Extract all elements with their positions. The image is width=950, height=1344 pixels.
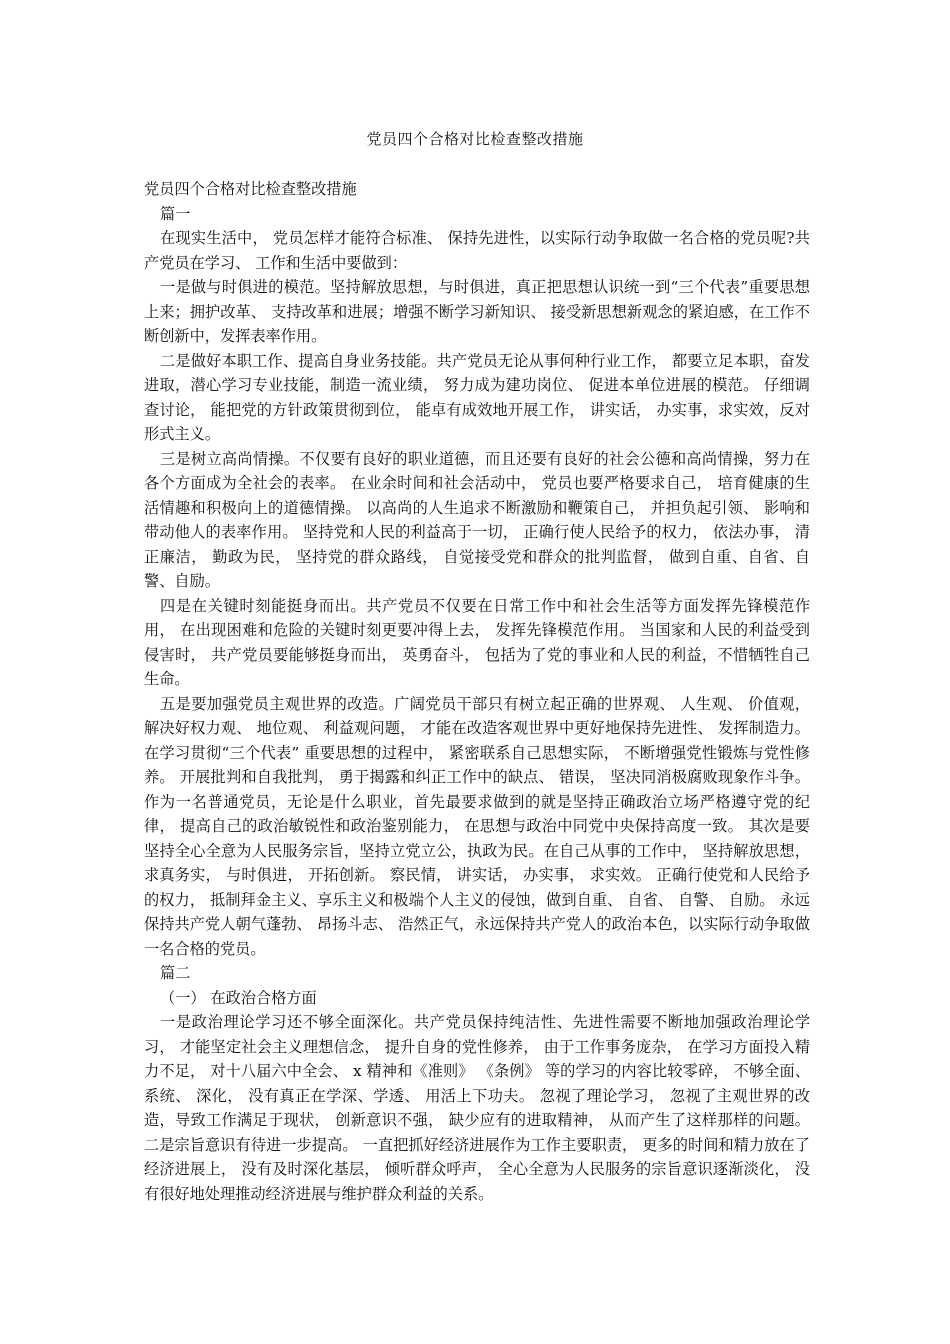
paragraph-point-one: 一是做与时俱进的模范。坚持解放思想，与时俱进，真正把思想认识统一到“三个代表”重要思想上来；拥护改革、 支持改革和进展；增强不断学习新知识、 接受新思想新观念的紧迫感，在工作不断创新中，发挥表率作用。 xyxy=(144,278,810,345)
subsection-heading-political: （一） 在政治合格方面 xyxy=(160,988,317,1007)
paragraph-point-four: 四是在关键时刻能挺身而出。共产党员不仅要在日常工作中和社会生活等方面发挥先锋模范作用， 在出现困难和危险的关键时刻更要冲得上去， 发挥先锋模范作用。 当国家和人民的利益受到侵害时， 共产党员要能够挺身而出， 英勇奋斗， 包括为了党的事业和人民的利益，不惜牺牲自己生命。 xyxy=(144,596,810,688)
paragraph-point-five: 五是要加强党员主观世界的改造。广阔党员干部只有树立起正确的世界观、 人生观、 价值观， 解决好权力观、 地位观、 利益观问题， 才能在改造客观世界中更好地保持先进性、 发挥制造力。在学习贯彻“三个代表” 重要思想的过程中， 紧密联系自己思想实际， 不断增强党性锻炼与党性修养。 开展批判和自我批判， 勇于揭露和纠正工作中的缺点、 错误， 坚决同消极腐败现象作斗争。作为一名普通党员，无论是什么职业，首先最要求做到的就是坚持正确政治立场严格遵守党的纪律， 提高自己的政治敏锐性和政治鉴别能力， 在思想与政治中同党中央保持高度一致。 其次是要坚持全心全意为人民服务宗旨，坚持立党立公，执政为民。在自己从事的工作中， 坚持解放思想， 求真务实， 与时俱进， 开拓创新。 察民情， 讲实话， 办实事， 求实效。 正确行使党和人民给予的权力， 抵制拜金主义、享乐主义和极端个人主义的侵蚀，做到自重、 自省、 自警、 自励。 永远保持共产党人朝气蓬勃、 昂扬斗志、 浩然正气，永远保持共产党人的政治本色，以实际行动争取做一名合格的党员。 xyxy=(144,694,810,958)
paragraph-point-three: 三是树立高尚情操。不仅要有良好的职业道德，而且还要有良好的社会公德和高尚情操，努力在各个方面成为全社会的表率。 在业余时间和社会活动中， 党员也要严格要求自己， 培育健康的生活情趣和积极向上的道德情操。 以高尚的人生追求不断激励和鞭策自己， 并担负起引领、 影响和带动他人的表率作用。 坚持党和人民的利益高于一切， 正确行使人民给予的权力， 依法办事， 清正廉洁， 勤政为民， 坚持党的群众路线， 自觉接受党和群众的批判监督， 做到自重、自省、自警、自励。 xyxy=(144,449,810,590)
section-heading-part-one: 篇一 xyxy=(160,204,191,223)
paragraph-intro: 在现实生活中， 党员怎样才能符合标准、 保持先进性，以实际行动争取做一名合格的党员呢?共产党员在学习、 工作和生活中要做到： xyxy=(144,229,810,272)
section-heading-part-two: 篇二 xyxy=(160,964,191,982)
document-title: 党员四个合格对比检查整改措施 xyxy=(366,130,584,148)
paragraph-political-study: 一是政治理论学习还不够全面深化。共产党员保持纯洁性、先进性需要不断地加强政治理论学习， 才能坚定社会主义理想信念， 提升自身的党性修养， 由于工作事务庞杂， 在学习方面投入精力不足， 对十八届六中全会、 x 精神和《准则》 《条例》 等的学习的内容比较零碎， 不够全面、 系统、 深化， 没有真正在学深、学透、 用活上下功夫。 忽视了理论学习， 忽视了主观世界的改造，导致工作满足于现状， 创新意识不强， 缺少应有的进取精神， 从而产生了这样那样的问题。 二是宗旨意识有待进一步提高。 一直把抓好经济进展作为工作主要职责， 更多的时间和精力放在了经济进展上， 没有及时深化基层， 倾听群众呼声， 全心全意为人民服务的宗旨意识逐渐淡化， 没有很好地处理推动经济进展与维护群众利益的关系。 xyxy=(144,1013,810,1203)
document-body xyxy=(144,177,810,1206)
paragraph-point-two: 二是做好本职工作、提高自身业务技能。共产党员无论从事何种行业工作， 都要立足本职，奋发进取，潜心学习专业技能，制造一流业绩， 努力成为建功岗位、 促进本单位进展的模范。 仔细调查讨论， 能把党的方针政策贯彻到位， 能卓有成效地开展工作， 讲实话， 办实事，求实效，反对形式主义。 xyxy=(144,351,810,443)
document-subtitle: 党员四个合格对比检查整改措施 xyxy=(144,180,357,198)
